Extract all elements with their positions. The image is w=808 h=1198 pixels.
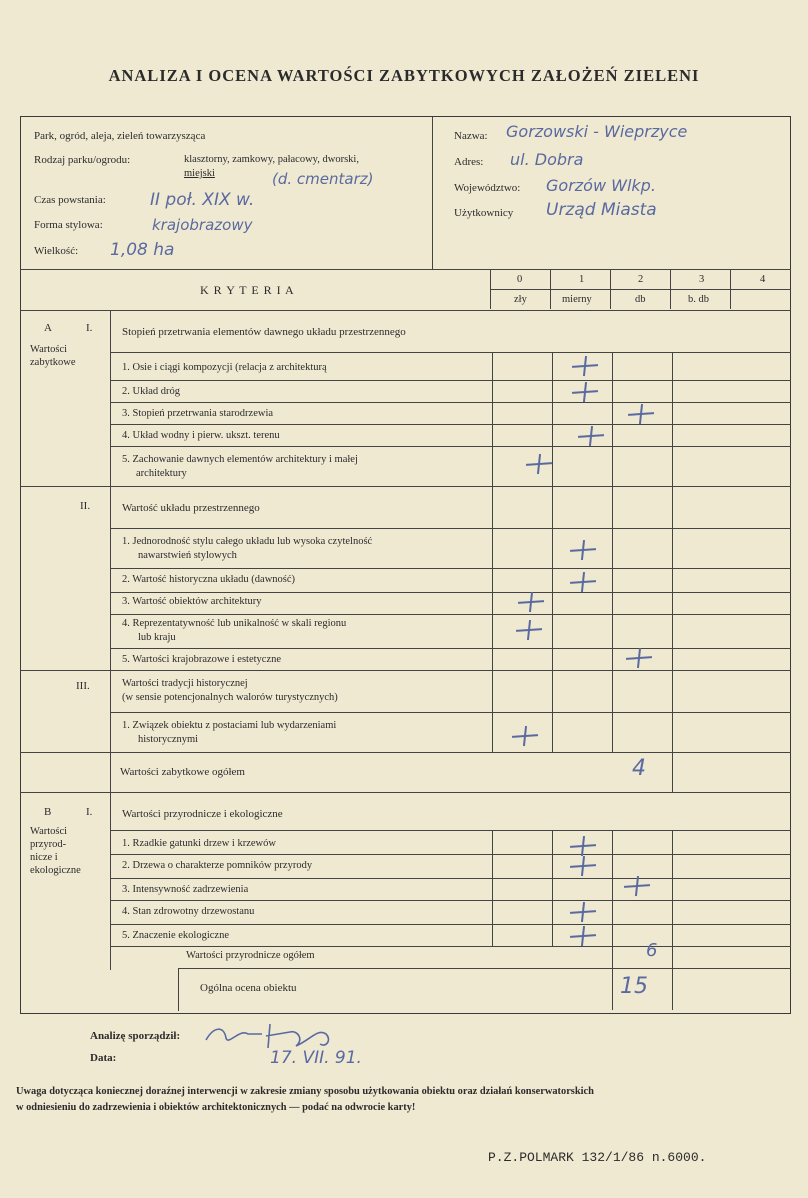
check-mark: [570, 902, 596, 922]
adres-label: Adres:: [454, 156, 484, 168]
score-col-0-body-b: [492, 830, 493, 947]
section-a-roman-1: I.: [86, 322, 93, 334]
group2-item-4-cont: lub kraju: [138, 632, 176, 643]
grade-zly: zły: [514, 294, 527, 305]
rodzaj-selected: miejski: [184, 168, 215, 179]
score-col-1: [550, 269, 551, 309]
rule: [110, 402, 791, 403]
group1-item-3: 3. Stopień przetrwania starodrzewia: [122, 408, 274, 419]
section-b-roman-1: I.: [86, 806, 93, 818]
check-mark: [572, 382, 598, 402]
check-mark: [570, 836, 596, 856]
section-b-side-1: Wartości: [30, 826, 68, 837]
group1-item-5-cont: architektury: [136, 468, 187, 479]
score-col-2-body: [612, 352, 613, 752]
group2-item-1: 1. Jednorodność stylu całego układu lub wysoka czytelność: [122, 536, 373, 547]
uzyt-label: Użytkownicy: [454, 207, 514, 219]
group2-item-3: 3. Wartość obiektów architektury: [122, 596, 262, 607]
group-b-title: Wartości przyrodnicze i ekologiczne: [122, 808, 283, 820]
uzyt-value: Urząd Miasta: [546, 200, 657, 220]
check-mark: [628, 404, 654, 424]
score-col-1-body-b: [552, 830, 553, 947]
check-mark: [570, 572, 596, 592]
nazwa-value: Gorzowski - Wieprzyce: [506, 122, 688, 141]
score-0: 0: [517, 274, 523, 285]
check-mark: [578, 426, 604, 446]
rodzaj-label: Rodzaj parku/ogrodu:: [34, 154, 131, 166]
rule: [490, 289, 791, 290]
check-mark: [624, 876, 650, 896]
total-przyrodnicze-label: Wartości przyrodnicze ogółem: [186, 950, 315, 961]
grade-mierny: mierny: [562, 294, 592, 305]
rule: [110, 352, 791, 353]
signature-scribble: [200, 1018, 350, 1052]
section-a-roman-2: II.: [80, 500, 91, 512]
group1-item-1: 1. Osie i ciągi kompozycji (relacja z architekturą: [122, 362, 327, 373]
overall-label: Ogólna ocena obiektu: [200, 982, 297, 994]
signature-label: Analizę sporządził:: [90, 1030, 181, 1042]
rule: [110, 592, 791, 593]
check-mark: [570, 926, 596, 946]
check-mark: [570, 540, 596, 560]
group3-item-1: 1. Związek obiektu z postaciami lub wydarzeniami: [122, 720, 337, 731]
czas-label: Czas powstania:: [34, 194, 106, 206]
check-mark: [526, 454, 552, 474]
score-col-0-body: [492, 352, 493, 752]
score-col-4: [730, 269, 731, 309]
total-zabytkowe-value: 4: [632, 756, 646, 781]
rule: [110, 568, 791, 569]
score-col-3-body-b: [672, 830, 673, 1010]
check-mark: [512, 726, 538, 746]
grade-db: db: [635, 294, 646, 305]
rule: [20, 670, 791, 671]
overall-value: 15: [620, 974, 648, 999]
check-mark: [572, 356, 598, 376]
section-b-letter: B: [44, 806, 52, 818]
score-2: 2: [638, 274, 644, 285]
rule: [110, 946, 791, 947]
group1-item-4: 4. Układ wodny i pierw. ukszt. terenu: [122, 430, 280, 441]
rule: [110, 900, 791, 901]
rule: [110, 712, 791, 713]
score-col-2: [610, 269, 611, 309]
rule: [178, 968, 791, 969]
section-b-side-3: nicze i: [30, 852, 58, 863]
rule: [110, 446, 791, 447]
check-mark: [516, 620, 542, 640]
group2-item-4: 4. Reprezentatywność lub unikalność w skali regionu: [122, 618, 347, 629]
score-col-3-body: [672, 352, 673, 792]
rodzaj-options: klasztorny, zamkowy, pałacowy, dworski,: [184, 154, 359, 165]
total-zabytkowe-label: Wartości zabytkowe ogółem: [120, 766, 245, 778]
overall-left-rule: [178, 968, 179, 1011]
rule: [110, 424, 791, 425]
group-b-item-1: 1. Rzadkie gatunki drzew i krzewów: [122, 838, 276, 849]
score-col-3: [670, 269, 671, 309]
woj-label: Województwo:: [454, 182, 521, 194]
rule: [110, 528, 791, 529]
check-mark: [518, 592, 544, 612]
group1-title: Stopień przetrwania elementów dawnego układu przestrzennego: [122, 326, 406, 338]
rule: [20, 486, 791, 487]
rule: [110, 854, 791, 855]
header-divider: [432, 117, 433, 269]
printer-footer: P.Z.POLMARK 132/1/86 n.6000.: [488, 1150, 707, 1165]
group2-item-2: 2. Wartość historyczna układu (dawność): [122, 574, 296, 585]
note-line-2: w odniesieniu do zadrzewienia i obiektów architektonicznych — podać na odwrocie karty!: [16, 1102, 416, 1113]
group-b-item-4: 4. Stan zdrowotny drzewostanu: [122, 906, 255, 917]
group2-item-5: 5. Wartości krajobrazowe i estetyczne: [122, 654, 282, 665]
score-col-0: [490, 269, 491, 309]
score-col-2-body-b: [612, 830, 613, 1010]
group3-title-1: Wartości tradycji historycznej: [122, 678, 248, 689]
group1-item-2: 2. Układ dróg: [122, 386, 181, 397]
section-b-side-2: przyrod-: [30, 839, 67, 850]
group-b-item-3: 3. Intensywność zadrzewienia: [122, 884, 249, 895]
section-a-letter: A: [44, 322, 52, 334]
score-1: 1: [579, 274, 585, 285]
group-b-item-2: 2. Drzewa o charakterze pomników przyrody: [122, 860, 313, 871]
wielkosc-value: 1,08 ha: [110, 240, 175, 260]
group-b-item-5: 5. Znaczenie ekologiczne: [122, 930, 229, 941]
section-a-side-2: zabytkowe: [30, 357, 76, 368]
wielkosc-label: Wielkość:: [34, 245, 79, 257]
check-mark: [570, 856, 596, 876]
group2-title: Wartość układu przestrzennego: [122, 502, 260, 514]
rule: [110, 830, 791, 831]
grade-bdb: b. db: [688, 294, 709, 305]
group3-title-2: (w sensie potencjonalnych walorów turystycznych): [122, 692, 338, 703]
group1-item-5: 5. Zachowanie dawnych elementów architektury i małej: [122, 454, 358, 465]
rule: [110, 924, 791, 925]
date-value: 17. VII. 91.: [270, 1048, 362, 1068]
forma-label: Forma stylowa:: [34, 219, 103, 231]
rule: [110, 878, 791, 879]
section-a-roman-3: III.: [76, 680, 90, 692]
adres-value: ul. Dobra: [510, 150, 584, 169]
section-b-side-4: ekologiczne: [30, 865, 81, 876]
score-4: 4: [760, 274, 766, 285]
criteria-label: K R Y T E R I A: [200, 283, 295, 297]
rule: [110, 648, 791, 649]
check-mark: [626, 648, 652, 668]
page-title: ANALIZA I OCENA WARTOŚCI ZABYTKOWYCH ZAŁOŻEŃ ZIELENI: [108, 66, 700, 85]
left-column-divider: [110, 310, 111, 970]
total-przyrodnicze-value: 6: [646, 940, 658, 961]
nazwa-label: Nazwa:: [454, 130, 488, 142]
rule: [20, 269, 791, 270]
rule: [110, 614, 791, 615]
section-a-side-1: Wartości: [30, 344, 68, 355]
group2-item-1-cont: nawarstwień stylowych: [138, 550, 237, 561]
rodzaj-handwritten: (d. cmentarz): [272, 170, 374, 188]
rule: [110, 380, 791, 381]
forma-value: krajobrazowy: [152, 216, 253, 234]
note-line-1: Uwaga dotycząca koniecznej doraźnej interwencji w zakresie zmiany sposobu użytkowania obiektu oraz działań konserwatorskich: [16, 1086, 594, 1097]
rule: [20, 310, 791, 311]
score-3: 3: [699, 274, 705, 285]
woj-value: Gorzów Wlkp.: [546, 176, 656, 195]
rule: [20, 792, 791, 793]
group3-item-1-cont: historycznymi: [138, 734, 199, 745]
type-line: Park, ogród, aleja, zieleń towarzysząca: [34, 130, 206, 142]
score-col-1-body: [552, 352, 553, 752]
date-label: Data:: [90, 1052, 117, 1064]
czas-value: II poł. XIX w.: [150, 190, 255, 210]
rule: [20, 752, 791, 753]
note: [16, 1084, 796, 1116]
